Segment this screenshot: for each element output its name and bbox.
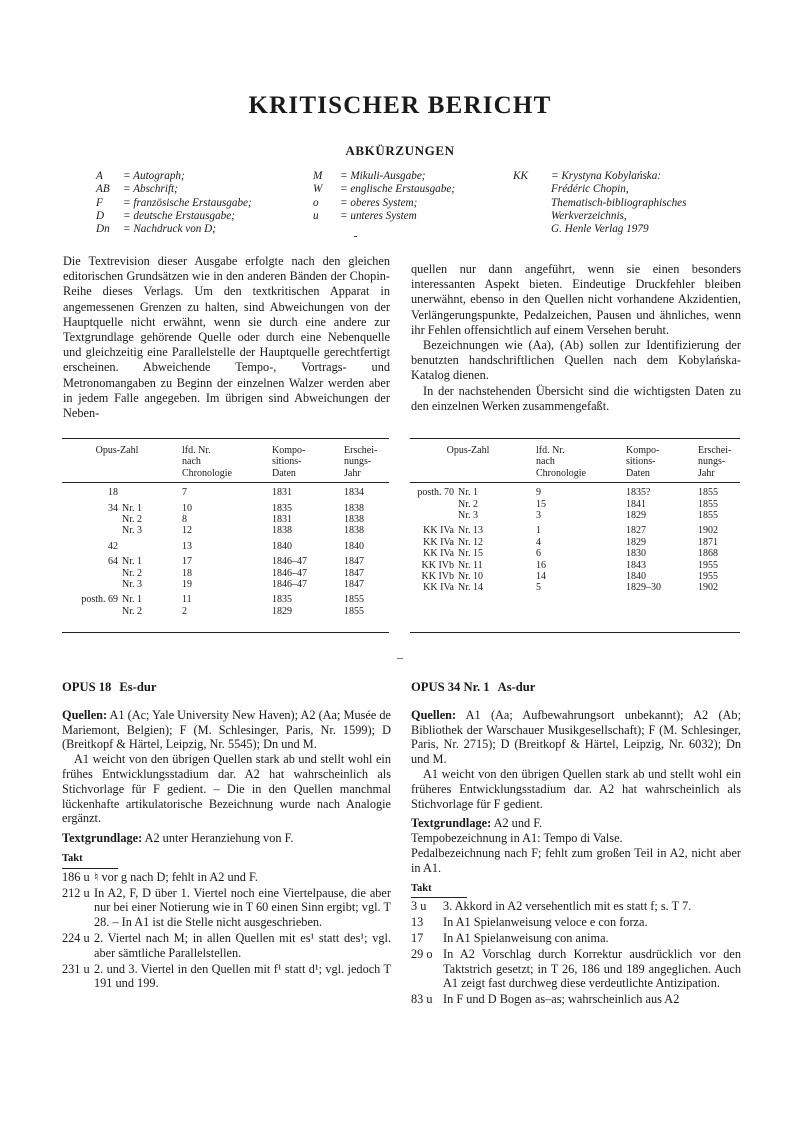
abbreviations-column-3 <box>513 170 687 236</box>
nr-cell: Nr. 2 <box>122 567 142 579</box>
abbreviation-continuation: G. Henle Verlag 1979 <box>551 223 649 236</box>
critical-note <box>62 886 391 930</box>
opus34-sources: Quellen: A1 (Aa; Aufbewahrungsort unbekannt); A2 (Ab; Bibliothek der Warschauer Musikgesellschaft); F (M. Schlesinger, Paris, Nr. 2715); D (Breitkopf & Härtel, Leipzig, Nr. 6032); Dn und M. <box>411 707 741 767</box>
jahr-cell: 1840 <box>344 540 364 552</box>
opus-cell: 64 <box>108 556 118 568</box>
note-text: ♮ vor g nach D; fehlt in A2 und F. <box>94 869 258 884</box>
table-row <box>410 499 740 510</box>
lfd-cell: 7 <box>182 487 187 499</box>
lfd-cell: 2 <box>182 605 187 617</box>
abbreviations-column-2 <box>313 170 455 223</box>
lfd-cell: 11 <box>182 594 192 606</box>
header-erschei: Erschei- nungs- Jahr <box>344 439 389 483</box>
lfd-cell: 4 <box>536 536 541 548</box>
section-divider <box>354 236 357 237</box>
kompo-cell: 1831 <box>272 487 292 499</box>
table-row <box>410 560 740 571</box>
critical-note <box>411 899 741 914</box>
kompo-cell: 1835? <box>626 487 651 499</box>
header-opus: Opus-Zahl <box>62 439 182 483</box>
opus-cell <box>410 510 458 521</box>
opus34-section <box>411 680 741 1007</box>
note-text: 3. Akkord in A2 versehentlich mit es statt f; s. T 7. <box>443 899 692 914</box>
opus-cell <box>62 525 122 536</box>
abbreviation-entry: u = unteres System <box>313 209 417 222</box>
nr-cell: Nr. 1 <box>458 487 478 499</box>
abbreviation-entry: o = oberes System; <box>313 196 418 209</box>
table-row <box>62 579 389 590</box>
opus-cell: posth. 70 <box>417 487 454 499</box>
jahr-cell: 1855 <box>344 594 364 606</box>
abbreviation-entry: KK = Krystyna Kobylańska: <box>513 170 662 182</box>
note-text: In A2, F, D über 1. Viertel noch eine Viertelpause, die aber nur bei einer Notierung wie in T 60 einen Sinn ergibt; vgl. T 28. – In A1 ist die Stelle nicht ausgeschrieben. <box>94 885 391 930</box>
abbreviation-continuation: Thematisch-bibliographisches <box>551 196 687 209</box>
intro-paragraph-3: In der nachstehenden Übersicht sind die wichtigsten Daten zu den einzelnen Werken zusammengefaßt. <box>411 383 741 413</box>
table-row <box>62 483 389 499</box>
abbreviation-continuation: Werkverzeichnis, <box>551 209 627 222</box>
table-row <box>410 548 740 559</box>
kompo-cell: 1843 <box>626 559 646 571</box>
opus34-pedal: Pedalbezeichnung nach F; fehlt zum großen Teil in A2, nicht aber in A1. <box>411 845 741 875</box>
kompo-cell: 1829 <box>272 605 292 617</box>
nr-cell: Nr. 3 <box>122 579 142 591</box>
critical-note <box>411 992 741 1007</box>
nr-cell: Nr. 13 <box>458 525 483 537</box>
nr-cell: Nr. 3 <box>458 510 478 522</box>
critical-note <box>411 947 741 991</box>
page-title: KRITISCHER BERICHT <box>248 92 552 119</box>
opus-cell: posth. 69 <box>81 594 118 606</box>
takt-number: 29 o <box>411 946 433 961</box>
table-row <box>62 499 389 514</box>
table-row <box>410 510 740 521</box>
kompo-cell: 1827 <box>626 525 646 537</box>
table-row <box>62 606 389 617</box>
opus-cell <box>62 514 122 525</box>
header-kompo: Kompo- sitions- Daten <box>272 439 344 483</box>
opus34-heading: OPUS 34 Nr. 1 As-dur <box>411 680 536 694</box>
table-row <box>62 525 389 536</box>
nr-cell: Nr. 12 <box>458 536 483 548</box>
opus34-description: A1 weicht von den übrigen Quellen stark ab und stellt wohl ein früheres Entwicklungsstadium dar. A2 hat wahrscheinlich als Stichvorlage für F gedient. <box>411 766 741 811</box>
critical-note <box>411 931 741 946</box>
lfd-cell: 10 <box>182 502 192 514</box>
kompo-cell: 1835 <box>272 502 292 514</box>
intro-left-column <box>63 254 390 421</box>
takt-header: Takt <box>62 852 118 869</box>
intro-paragraph-1-cont: quellen nur dann angeführt, wenn sie einen besonders interessanten Aspekt bieten. Eindeutige Druckfehler bleiben unerwähnt, ebenso in den Quellen nicht vorhandene Akzidentien, Verlängerungspunkte, Pedalzeichen, Pausen und ähnliches, wenn ihr Fehlen offensichtlich auf einem Versehen beruht. <box>411 262 741 337</box>
jahr-cell: 1847 <box>344 567 364 579</box>
note-text: 2. Viertel nach M; in allen Quellen mit es¹ statt des¹; vgl. aber sämtliche Parallelstellen. <box>94 930 391 960</box>
critical-note <box>62 962 391 992</box>
kompo-cell: 1829–30 <box>626 582 661 594</box>
kompo-cell: 1840 <box>272 540 292 552</box>
jahr-cell: 1902 <box>698 525 718 537</box>
nr-cell: Nr. 15 <box>458 548 483 560</box>
nr-cell: Nr. 2 <box>122 605 142 617</box>
kompo-cell: 1846–47 <box>272 579 307 591</box>
jahr-cell: 1847 <box>344 556 364 568</box>
lfd-cell: 1 <box>536 525 541 537</box>
opus-cell <box>62 606 122 617</box>
kompo-cell: 1829 <box>626 536 646 548</box>
section-separator: – <box>397 650 403 664</box>
table-row <box>62 552 389 567</box>
lfd-cell: 16 <box>536 559 546 571</box>
opus-cell: KK IVa <box>423 525 454 537</box>
nr-cell: Nr. 1 <box>122 594 142 606</box>
lfd-cell: 3 <box>536 510 541 522</box>
table-row <box>62 590 389 605</box>
kompo-cell: 1829 <box>626 510 646 522</box>
nr-cell: Nr. 2 <box>122 514 142 526</box>
jahr-cell: 1855 <box>698 487 718 499</box>
takt-number: 224 u <box>62 930 90 945</box>
header-lfd: lfd. Nr. nach Chronologie <box>182 439 272 483</box>
table-row <box>410 571 740 582</box>
opus18-section <box>62 680 391 991</box>
nr-cell: Nr. 10 <box>458 571 483 583</box>
header-erschei: Erschei- nungs- Jahr <box>698 439 740 483</box>
nr-cell: Nr. 1 <box>122 556 142 568</box>
lfd-cell: 14 <box>536 571 546 583</box>
lfd-cell: 18 <box>182 567 192 579</box>
opus34-notes <box>411 899 741 1007</box>
critical-note <box>411 915 741 930</box>
abbreviation-entry: D = deutsche Erstausgabe; <box>96 209 235 222</box>
lfd-cell: 12 <box>182 525 192 537</box>
intro-paragraph-1: Die Textrevision dieser Ausgabe erfolgte nach den gleichen editorischen Grundsätzen wie in den anderen Bänden der Chopin-Reihe dieses Verlags. Um den textkritischen Apparat in angemessenen Grenzen zu halten, sind Abweichungen von der Hauptquelle nicht erwähnt, wenn sie durch eine andere zur Textgrundlage gehörende Quelle oder durch eine Nebenquelle und gleichzeitig eine Parallelstelle der Hauptquelle gerechtfertigt erscheinen. Abweichende Tempo-, Vortrags- und Metronomangaben zu Beginn der einzelnen Walzer werden aber in jedem Falle angegeben. Im übrigen sind Abweichungen der Neben- <box>63 254 390 421</box>
critical-note <box>62 870 391 885</box>
jahr-cell: 1847 <box>344 579 364 591</box>
lfd-cell: 15 <box>536 498 546 510</box>
table-row <box>410 582 740 593</box>
kompo-cell: 1838 <box>272 525 292 537</box>
jahr-cell: 1838 <box>344 525 364 537</box>
jahr-cell: 1855 <box>344 605 364 617</box>
opus-cell: 34 <box>108 502 118 514</box>
opus-cell <box>410 499 458 510</box>
opus-cell <box>62 568 122 579</box>
takt-number: 3 u <box>411 899 427 914</box>
takt-number: 83 u <box>411 992 433 1007</box>
note-text: 2. und 3. Viertel in den Quellen mit f¹ statt d¹; vgl. jedoch T 191 und 199. <box>94 961 391 991</box>
intro-paragraph-2: Bezeichnungen wie (Aa), (Ab) sollen zur Identifizierung der benutzten handschriftlichen Quellen nach dem Kobylańska-Katalog dienen. <box>411 338 741 383</box>
nr-cell: Nr. 2 <box>458 498 478 510</box>
abbreviation-entry: F = französische Erstausgabe; <box>96 196 252 209</box>
abbreviation-entry: AB = Abschrift; <box>96 183 178 196</box>
jahr-cell: 1855 <box>698 510 718 522</box>
jahr-cell: 1855 <box>698 498 718 510</box>
abbreviation-continuation: Frédéric Chopin, <box>551 183 629 196</box>
jahr-cell: 1868 <box>698 548 718 560</box>
opus-cell: 18 <box>108 487 118 499</box>
table-row <box>410 521 740 536</box>
critical-note <box>62 931 391 961</box>
kompo-cell: 1830 <box>626 548 646 560</box>
takt-header: Takt <box>411 882 467 899</box>
table-row <box>62 568 389 579</box>
intro-right-column <box>411 262 741 414</box>
kompo-cell: 1841 <box>626 498 646 510</box>
jahr-cell: 1902 <box>698 582 718 594</box>
takt-number: 231 u <box>62 961 90 976</box>
nr-cell <box>122 483 182 499</box>
nr-cell <box>122 537 182 552</box>
note-text: In A2 Vorschlag durch Korrektur ausdrücklich vor den Taktstrich gesetzt; in T 26, 186 und 189 angeglichen. Auch A1 zeigt fast durchweg diese verdeutlichte Antizipation. <box>443 946 741 991</box>
note-text: In A1 Spielanweisung con anima. <box>443 930 609 945</box>
kompo-cell: 1831 <box>272 514 292 526</box>
lfd-cell: 6 <box>536 548 541 560</box>
opus18-basis: Textgrundlage: A2 unter Heranziehung von F. <box>62 831 294 846</box>
note-text: In F und D Bogen as–as; wahrscheinlich aus A2 <box>443 992 680 1007</box>
opus-cell: KK IVb <box>421 571 454 583</box>
abbreviation-entry: M = Mikuli-Ausgabe; <box>313 170 426 182</box>
nr-cell: Nr. 1 <box>122 502 142 514</box>
kompo-cell: 1840 <box>626 571 646 583</box>
abbreviation-entry: Dn = Nachdruck von D; <box>96 223 216 236</box>
lfd-cell: 5 <box>536 582 541 594</box>
opus-cell <box>62 579 122 590</box>
jahr-cell: 1871 <box>698 536 718 548</box>
header-kompo: Kompo- sitions- Daten <box>626 439 698 483</box>
abbreviation-entry: A = Autograph; <box>96 170 185 182</box>
lfd-cell: 13 <box>182 540 192 552</box>
table-row <box>62 537 389 552</box>
opus18-sources: Quellen: A1 (Ac; Yale University New Haven); A2 (Aa; Musée de Mariemont, Belgien); F (M. Schlesinger, Paris, Nr. 1599); D (Breitkopf & Härtel, Leipzig, Nr. 5545); Dn und M. <box>62 707 391 752</box>
opus-cell: KK IVa <box>423 536 454 548</box>
table-bottom-rule <box>410 632 740 633</box>
nr-cell: Nr. 11 <box>458 559 483 571</box>
jahr-cell: 1955 <box>698 559 718 571</box>
nr-cell: Nr. 3 <box>122 525 142 537</box>
jahr-cell: 1955 <box>698 571 718 583</box>
lfd-cell: 8 <box>182 514 187 526</box>
takt-number: 17 <box>411 930 424 945</box>
opus-cell: KK IVa <box>423 582 454 594</box>
header-lfd: lfd. Nr. nach Chronologie <box>536 439 626 483</box>
note-text: In A1 Spielanweisung veloce e con forza. <box>443 915 648 930</box>
kompo-cell: 1835 <box>272 594 292 606</box>
lfd-cell: 19 <box>182 579 192 591</box>
table-row <box>410 537 740 548</box>
opus18-description: A1 weicht von den übrigen Quellen stark ab und stellt wohl ein frühes Entwicklungsstadium dar. A2 hat wahrscheinlich als Stichvorlage für F gedient. – Die in den Quellen manchmal lückenhafte artikulatorische Bezeichnung wurde nach Analogie ergänzt. <box>62 752 391 826</box>
kompo-cell: 1846–47 <box>272 556 307 568</box>
works-table-left <box>62 438 389 617</box>
lfd-cell: 17 <box>182 556 192 568</box>
kompo-cell: 1846–47 <box>272 567 307 579</box>
nr-cell: Nr. 14 <box>458 582 483 594</box>
takt-number: 186 u <box>62 869 90 884</box>
jahr-cell: 1834 <box>344 487 364 499</box>
takt-number: 212 u <box>62 885 90 900</box>
lfd-cell: 9 <box>536 487 541 499</box>
table-row <box>410 483 740 499</box>
opus-cell: KK IVb <box>421 559 454 571</box>
abbreviations-column-1 <box>96 170 252 236</box>
header-opus: Opus-Zahl <box>410 439 536 483</box>
opus-cell: KK IVa <box>423 548 454 560</box>
opus18-notes <box>62 870 391 991</box>
opus-cell: 42 <box>108 540 118 552</box>
abbreviation-entry: W = englische Erstausgabe; <box>313 183 456 196</box>
table-row <box>62 514 389 525</box>
works-table-right <box>410 438 740 594</box>
table-bottom-rule <box>62 632 389 633</box>
jahr-cell: 1838 <box>344 502 364 514</box>
opus34-basis: Textgrundlage: A2 und F. <box>411 816 543 831</box>
jahr-cell: 1838 <box>344 514 364 526</box>
takt-number: 13 <box>411 915 424 930</box>
opus18-heading: OPUS 18 Es-dur <box>62 680 157 694</box>
abbreviations-heading: ABKÜRZUNGEN <box>345 143 455 158</box>
opus34-tempo: Tempobezeichnung in A1: Tempo di Valse. <box>411 831 623 846</box>
